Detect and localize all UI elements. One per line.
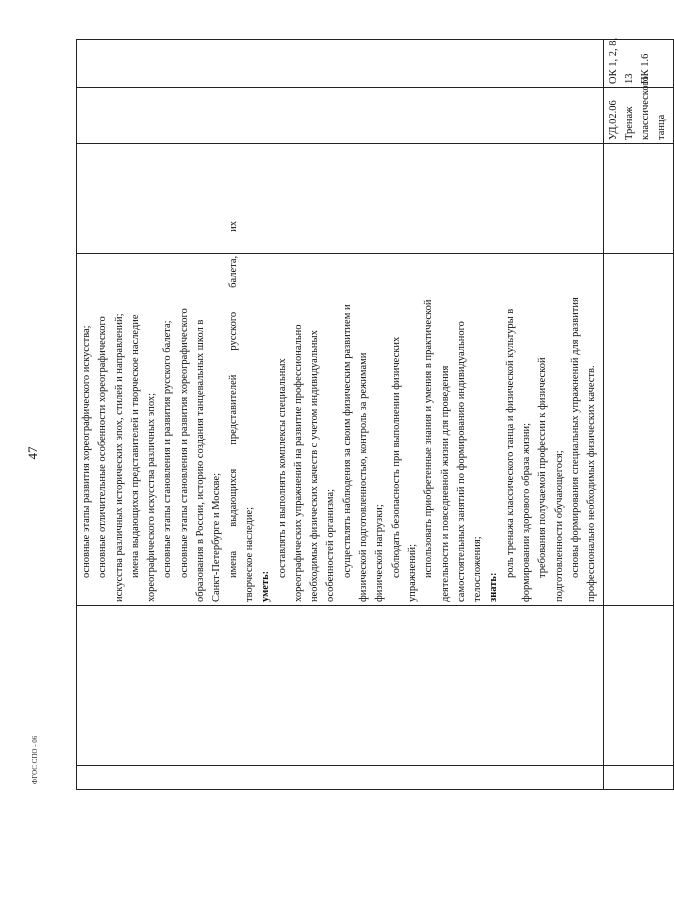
competencies-line: 13 xyxy=(623,73,635,84)
requirement-line: самостоятельных занятий по формированию индивидуального xyxy=(455,321,467,602)
requirement-line: телосложения; xyxy=(472,536,484,602)
requirement-line: основные этапы развития хореографического искусства; xyxy=(81,325,92,578)
requirement-line: соблюдать безопасность при выполнении физических xyxy=(390,336,402,578)
requirement-line: подготовленности обучающегося; xyxy=(553,450,565,602)
footer-code: ФГОС СПО - 06 xyxy=(31,735,39,785)
empty-index-cell xyxy=(77,766,604,790)
empty-total-cell xyxy=(77,88,604,144)
requirement-line: Санкт-Петербурге и Москве; xyxy=(211,472,223,602)
discipline-name-line: танца xyxy=(656,114,668,140)
requirement-line: основные этапы становления и развития хореографического xyxy=(178,308,190,578)
requirements-text xyxy=(79,220,601,602)
discipline-name-line: Тренаж xyxy=(623,106,635,140)
curriculum-table xyxy=(76,39,674,790)
empty-hours-cell xyxy=(603,144,673,254)
empty-index-cell xyxy=(603,766,673,790)
requirement-line: хореографических упражнений на развитие профессионально xyxy=(292,324,304,602)
discipline-name-line: классического xyxy=(640,76,652,140)
empty-extra-cell xyxy=(77,40,604,88)
requirement-line: имена выдающихся представителей и творческое наследие xyxy=(129,314,141,578)
requirement-line: образования в России, историю создания танцевальных школ в xyxy=(195,319,207,602)
rotated-table-container xyxy=(76,37,668,790)
requirement-line: осуществлять наблюдения за своим физическим развитием и xyxy=(341,304,353,578)
competencies-cell xyxy=(603,37,673,88)
requirement-line: роль тренажа классического танца и физической культуры в xyxy=(504,308,516,578)
requirement-line: особенностей организма; xyxy=(325,488,337,602)
requirement-line: хореографического искусства различных эпох; xyxy=(146,392,158,602)
requirement-line: искусства различных исторических эпох, стилей и направлений; xyxy=(113,313,125,602)
empty-hours-cell xyxy=(77,144,604,254)
table-row xyxy=(603,40,673,790)
requirement-line: имена выдающихся представителей русского балета, их xyxy=(227,220,239,578)
requirement-line: деятельности и повседневной жизни для проведения xyxy=(439,365,451,602)
requirement-line: требования получаемой профессии к физической xyxy=(537,357,549,578)
requirement-line: необходимых физических качеств с учетом индивидуальных xyxy=(309,330,321,602)
requirements-cell xyxy=(77,220,604,606)
competencies-line: ОК 1, 2, 8, xyxy=(607,37,619,84)
requirement-line: основные этапы становления и развития русского балета; xyxy=(162,320,174,578)
discipline-code: УД.02.06 xyxy=(607,100,619,140)
requirement-line: физической подготовленностью, контроль за режимами xyxy=(358,352,370,602)
competencies-line: ПК 1.6 xyxy=(640,53,652,84)
requirement-line: профессионально необходимых физических качеств. xyxy=(586,365,598,602)
table-row xyxy=(77,40,604,790)
requirement-line: формировании здорового образа жизни; xyxy=(521,422,533,602)
requirement-line: составлять и выполнять комплексы специальных xyxy=(276,358,288,578)
empty-section-cell xyxy=(603,606,673,766)
requirement-line: основные отличительные особенности хореографического xyxy=(97,316,109,578)
empty-requirements-cell xyxy=(603,254,673,606)
requirement-line: упражнений; xyxy=(406,543,418,602)
requirement-line: основы формирования специальных упражнений для развития xyxy=(569,297,581,578)
section-heading: уметь: xyxy=(260,570,272,602)
requirement-line: физической нагрузки; xyxy=(374,504,386,602)
requirement-line: творческое наследие; xyxy=(243,506,255,602)
page-number: 47 xyxy=(25,446,40,460)
empty-section-cell xyxy=(77,606,604,766)
requirement-line: использовать приобретенные знания и умения в практической xyxy=(423,299,435,578)
section-heading: знать: xyxy=(488,572,500,602)
